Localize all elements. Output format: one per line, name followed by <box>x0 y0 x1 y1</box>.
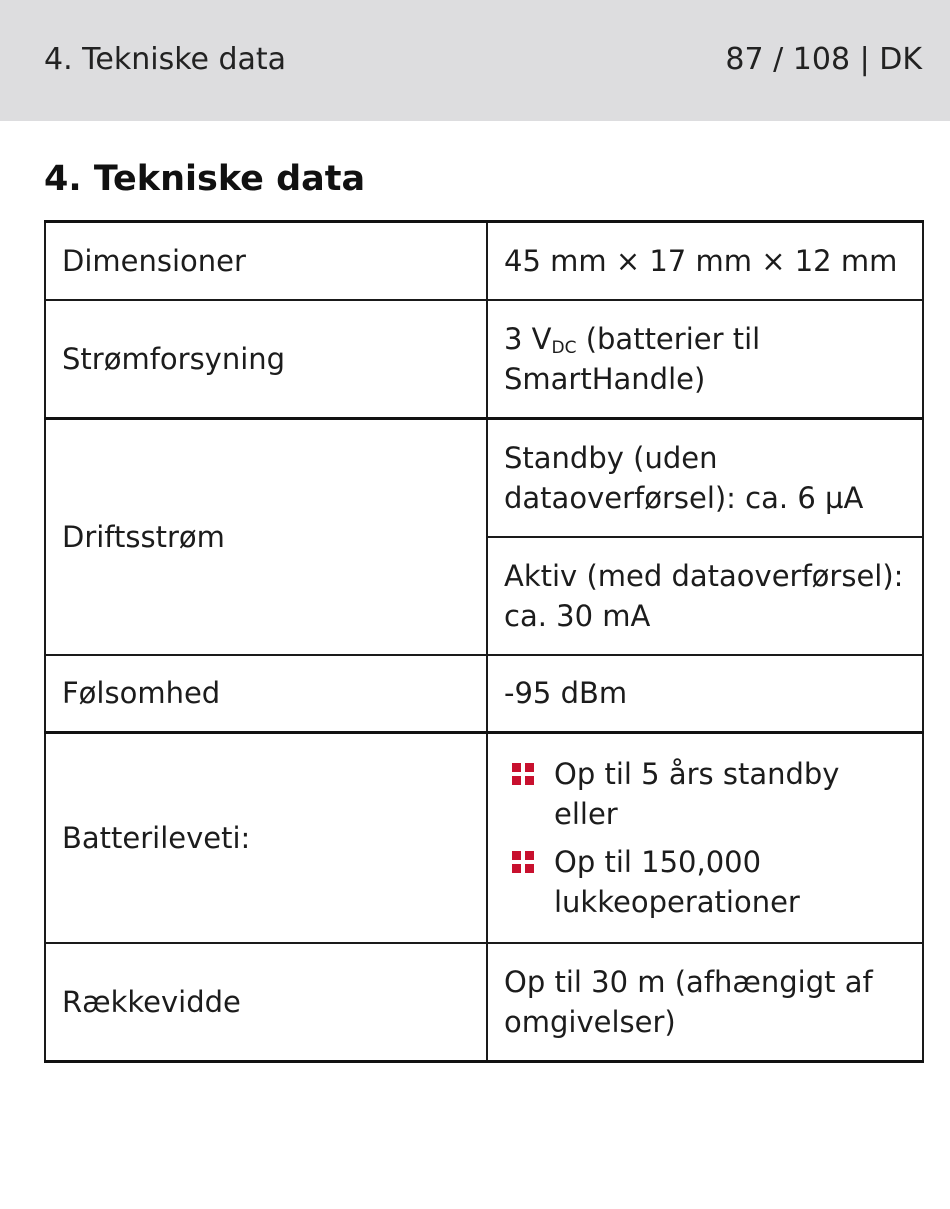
list-item <box>504 842 906 922</box>
row-label-power-supply: Strømforsyning <box>45 300 487 419</box>
power-voltage-subscript: DC <box>551 337 577 358</box>
page-header <box>0 0 950 121</box>
battery-life-operations: Op til 150,000 lukkeoperationer <box>554 844 800 919</box>
power-voltage: 3 V <box>504 321 552 356</box>
battery-life-list <box>504 754 906 922</box>
row-label-battery-life: Batterileveti: <box>45 733 487 943</box>
table-row-operating-current-standby <box>45 419 923 537</box>
row-value-active-current: Aktiv (med dataoverførsel): ca. 30 mA <box>487 537 923 655</box>
table-row-battery-life <box>45 733 923 943</box>
row-value-battery-life <box>487 733 923 943</box>
table-row-range <box>45 943 923 1062</box>
power-description: (batterier til SmartHandle) <box>504 321 761 396</box>
row-value-dimensions: 45 mm × 17 mm × 12 mm <box>487 222 923 300</box>
row-label-range: Rækkevidde <box>45 943 487 1062</box>
row-value-range: Op til 30 m (afhængigt af omgivelser) <box>487 943 923 1062</box>
row-label-operating-current: Driftsstrøm <box>45 419 487 655</box>
header-section-title: 4. Tekniske data <box>44 42 287 77</box>
row-label-dimensions: Dimensioner <box>45 222 487 300</box>
table-row-power-supply <box>45 300 923 419</box>
battery-life-standby: Op til 5 års standby eller <box>554 756 840 831</box>
list-item <box>504 754 906 834</box>
header-page-number: 87 / 108 | DK <box>725 42 922 77</box>
technical-data-table <box>44 220 924 1063</box>
red-square-bullet-icon <box>512 763 534 785</box>
row-label-sensitivity: Følsomhed <box>45 655 487 733</box>
row-value-sensitivity: -95 dBm <box>487 655 923 733</box>
row-value-power-supply <box>487 300 923 419</box>
table-row-sensitivity <box>45 655 923 733</box>
section-title: 4. Tekniske data <box>44 159 366 199</box>
table-row-dimensions <box>45 222 923 300</box>
red-square-bullet-icon <box>512 851 534 873</box>
row-value-standby-current: Standby (uden dataoverførsel): ca. 6 µA <box>487 419 923 537</box>
